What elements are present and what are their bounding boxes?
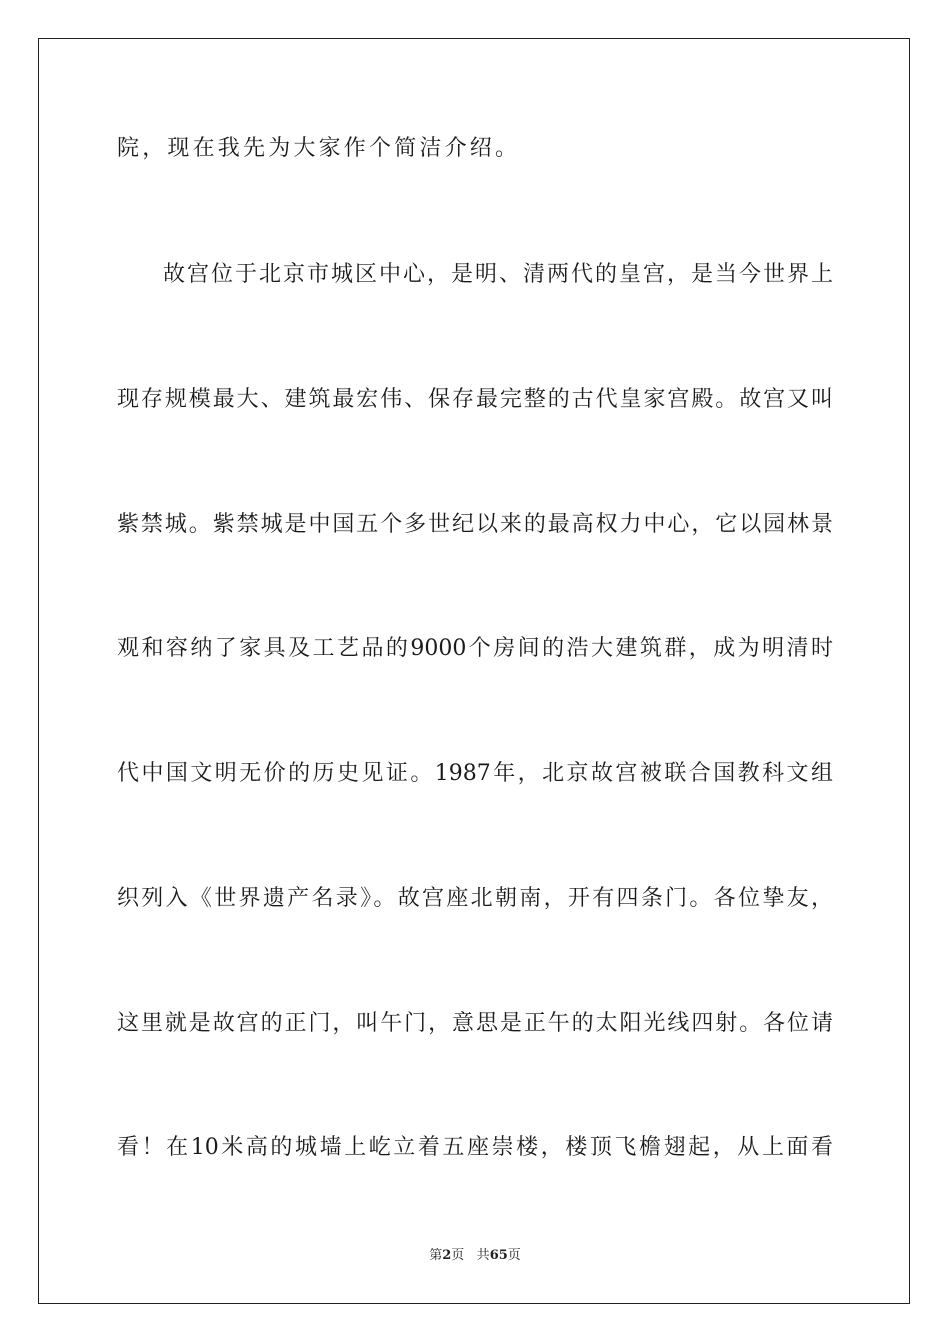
current-page-number: 2 bbox=[442, 1248, 452, 1263]
text-line-9: 看！在10米高的城墙上屹立着五座崇楼，楼顶飞檐翅起，从上面看 bbox=[117, 1135, 833, 1160]
text-line-7: 织列入《世界遗产名录》。故宫座北朝南，开有四条门。各位挚友， bbox=[117, 886, 833, 911]
text-line-3: 现存规模最大、建筑最宏伟、保存最完整的古代皇家宫殿。故宫又叫 bbox=[117, 387, 833, 412]
text-line-1: 院，现在我先为大家作个简洁介绍。 bbox=[117, 136, 521, 161]
footer-total-unit: 页 bbox=[507, 1248, 521, 1263]
text-line-5: 观和容纳了家具及工艺品的9000个房间的浩大建筑群，成为明清时 bbox=[117, 636, 833, 661]
text-line-6: 代中国文明无价的历史见证。1987年，北京故宫被联合国教科文组 bbox=[117, 761, 833, 786]
footer-prefix: 第 bbox=[429, 1248, 443, 1263]
page-footer bbox=[0, 1247, 950, 1265]
text-line-4: 紫禁城。紫禁城是中国五个多世纪以来的最高权力中心，它以园林景 bbox=[117, 512, 833, 537]
footer-total-prefix: 共 bbox=[476, 1248, 490, 1263]
text-line-8: 这里就是故宫的正门，叫午门，意思是正午的太阳光线四射。各位请 bbox=[117, 1011, 833, 1036]
text-line-2: 故宫位于北京市城区中心，是明、清两代的皇宫，是当今世界上 bbox=[163, 262, 833, 287]
total-pages-number: 65 bbox=[489, 1248, 508, 1263]
footer-page-unit: 页 bbox=[451, 1248, 465, 1263]
page-border bbox=[38, 38, 910, 1304]
